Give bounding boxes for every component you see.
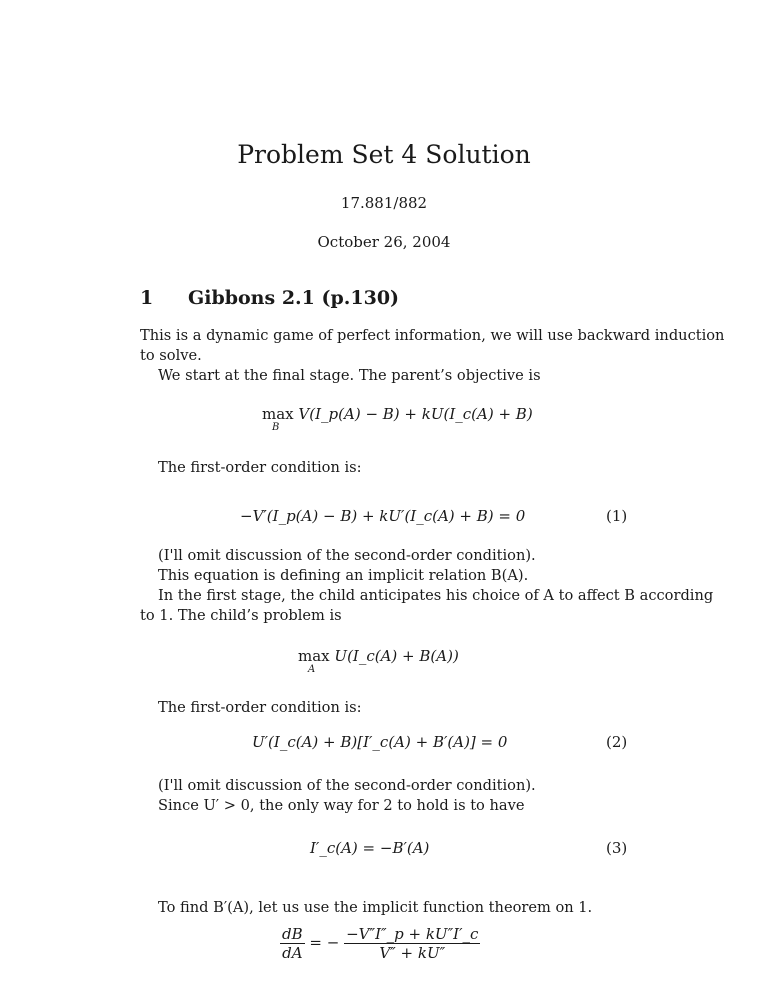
equation-number: (3) [606,839,628,857]
equation-body: V(I_p(A) − B) + kU(I_c(A) + B) [298,405,533,423]
paragraph: to 1. The child’s problem is [140,607,342,624]
paragraph: We start at the final stage. The parent’s objective is [158,367,541,384]
document-title: Problem Set 4 Solution [237,140,531,169]
paragraph: Since U′ > 0, the only way for 2 to hold is to have [158,797,525,814]
max-operator: max [262,405,294,423]
max-operator: max [298,647,330,665]
paragraph: This is a dynamic game of perfect information, we will use backward induction [140,327,725,344]
paragraph: (I'll omit discussion of the second-order condition). [158,777,536,794]
equation-3: I′_c(A) = −B′(A) [310,839,430,857]
document-date: October 26, 2004 [317,233,451,251]
equation-number: (2) [606,733,628,751]
paragraph: (I'll omit discussion of the second-order condition). [158,547,536,564]
paragraph: The first-order condition is: [158,699,362,716]
paragraph: This equation is defining an implicit relation B(A). [158,567,529,584]
fraction-numerator: −V″I″_p + kU″I′_c [346,925,479,943]
paragraph: To find B′(A), let us use the implicit function theorem on 1. [158,899,593,916]
paragraph: to solve. [140,347,202,364]
section-number: 1 [140,287,154,309]
max-variable: A [308,664,316,675]
equation-number: (1) [606,507,628,525]
paragraph: The first-order condition is: [158,459,362,476]
equation-max-parent [262,405,533,433]
equation-body: U(I_c(A) + B(A)) [334,647,459,665]
fraction-numerator: dB [282,925,303,943]
paragraph: In the first stage, the child anticipates his choice of A to affect B according [158,587,714,604]
equation-2: U′(I_c(A) + B)[I′_c(A) + B′(A)] = 0 [252,733,508,751]
equation-max-child [298,647,459,675]
section-title: Gibbons 2.1 (p.130) [188,287,400,309]
fraction-denominator: V″ + kU″ [379,944,446,962]
fraction-denominator: dA [282,944,303,962]
course-number: 17.881/882 [340,194,428,212]
equation-1: −V′(I_p(A) − B) + kU′(I_c(A) + B) = 0 [240,507,526,525]
equation-4: $\frac{dB}{dA}$ = − $\frac{-V''I''\_p + kU''I'\_c}{V'' + kU''}$ [282,925,479,962]
max-variable: B [272,422,280,433]
